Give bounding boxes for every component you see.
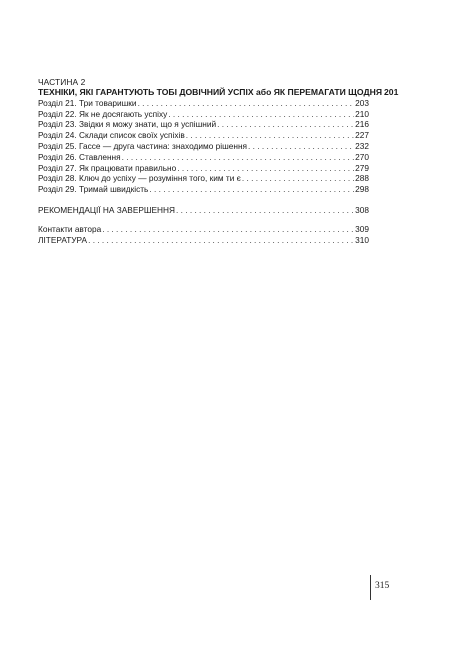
toc-entry-chapter xyxy=(38,119,369,130)
toc-entry-page: 288 xyxy=(355,173,369,184)
toc-entry-title: Розділ 22. Як не досягають успіху xyxy=(38,108,168,119)
dot-leader xyxy=(242,173,354,184)
toc-entry-chapter xyxy=(38,98,369,109)
dot-leader xyxy=(217,119,354,130)
toc-entry-recommendations xyxy=(38,205,369,216)
toc-entry-chapter xyxy=(38,152,369,163)
toc-entry-page: 203 xyxy=(355,97,369,108)
toc-entry-chapter xyxy=(38,109,369,120)
toc-entry-chapter xyxy=(38,163,369,174)
toc-entry-title: ЛІТЕРАТУРА xyxy=(38,234,88,245)
dot-leader xyxy=(102,224,354,235)
toc-entry-page: 210 xyxy=(355,108,369,119)
toc-entry-chapter xyxy=(38,173,369,184)
toc-entry-title: Розділ 24. Склади список своїх успіхів xyxy=(38,130,185,141)
toc-entry-title: ТЕХНІКИ, ЯКІ ГАРАНТУЮТЬ ТОБІ ДОВІЧНИЙ УСПІХ або ЯК ПЕРЕМАГАТИ ЩОДНЯ xyxy=(38,87,383,97)
toc-entry-page: 216 xyxy=(355,119,369,130)
toc-entry-title: Розділ 25. Гассе — друга частина: знаходимо рішення xyxy=(38,140,248,151)
toc-entry-contacts xyxy=(38,224,369,235)
toc-entry-title: Розділ 27. Як працювати правильно xyxy=(38,162,177,173)
toc-entry-page: 201 xyxy=(384,87,399,97)
toc-entry-chapter xyxy=(38,184,369,195)
page-number: 315 xyxy=(375,581,390,591)
dot-leader xyxy=(138,98,355,109)
toc-entry-page: 227 xyxy=(355,130,369,141)
dot-leader xyxy=(177,163,354,174)
folio-rule xyxy=(370,575,371,600)
toc-entry-part-title xyxy=(38,87,399,98)
toc-entry-page: 298 xyxy=(355,184,369,195)
toc-entry-title: Розділ 26. Ставлення xyxy=(38,151,121,162)
toc-entry-title: РЕКОМЕНДАЦІЇ НА ЗАВЕРШЕННЯ xyxy=(38,204,175,215)
toc-entry-title: Розділ 29. Тримай швидкість xyxy=(38,184,149,195)
toc-entry-chapter xyxy=(38,141,369,152)
dot-leader xyxy=(176,205,354,216)
toc-entry-page: 310 xyxy=(355,234,369,245)
dot-leader xyxy=(168,109,354,120)
table-of-contents xyxy=(38,77,399,245)
toc-entry-title: Розділ 23. Звідки я можу знати, що я успішний xyxy=(38,119,217,130)
dot-leader xyxy=(122,152,355,163)
spacer xyxy=(38,216,369,224)
toc-entry-page: 232 xyxy=(355,140,369,151)
toc-entry-title: Контакти автора xyxy=(38,223,102,234)
toc-entry-page: 308 xyxy=(355,204,369,215)
toc-entry-title: Розділ 21. Три товаришки xyxy=(38,97,137,108)
toc-entry-literature xyxy=(38,235,369,246)
toc-entry-page: 279 xyxy=(355,162,369,173)
dot-leader xyxy=(248,141,354,152)
toc-entry-page: 309 xyxy=(355,223,369,234)
toc-entry-title: Розділ 28. Ключ до успіху — розуміння того, ким ти є xyxy=(38,173,241,184)
spacer xyxy=(38,195,369,205)
part-label: ЧАСТИНА 2 xyxy=(38,77,86,87)
dot-leader xyxy=(149,184,354,195)
dot-leader xyxy=(88,235,354,246)
chapter-list xyxy=(38,98,369,195)
toc-entry-page: 270 xyxy=(355,151,369,162)
dot-leader xyxy=(186,130,354,141)
toc-entry-chapter xyxy=(38,130,369,141)
